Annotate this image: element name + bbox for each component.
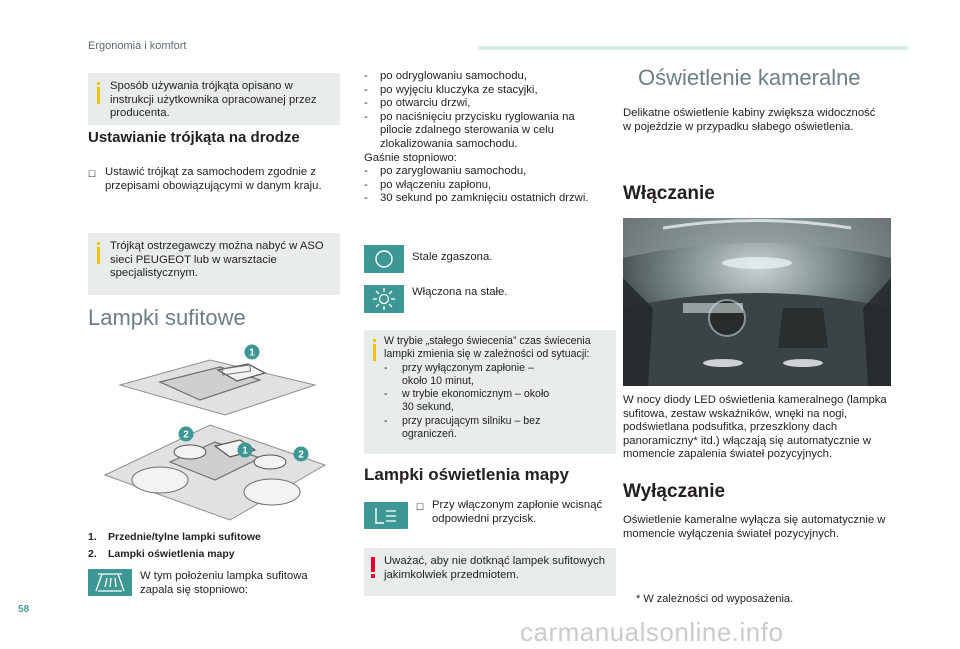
warning-text: Uważać, aby nie dotknąć lampek sufitowych jakimkolwiek przedmiotem. (384, 555, 606, 581)
info-intro: W trybie „stałego świecenia” czas świecenia lampki zmienia się w zależności od sytuacji: (384, 335, 591, 361)
door-mode-text: W tym położeniu lampka sufitowa zapala się stopniowo: (140, 570, 308, 596)
door-mode-icon (88, 569, 132, 596)
map-step (416, 499, 616, 526)
lamp-off-icon (364, 245, 404, 273)
info-box-triangle-purchase (88, 233, 340, 295)
list-item: - przy wyłączonym zapłonie – około 10 minut, (384, 361, 534, 387)
list-item: - po zaryglowaniu samochodu, (364, 165, 527, 178)
list-item: - po odryglowaniu samochodu, (364, 70, 527, 82)
cabin-ambient-photo (623, 218, 891, 386)
heading-switch-off: Wyłączanie (623, 481, 726, 502)
callout-2-left (179, 427, 194, 442)
on-mode-button (364, 285, 404, 313)
heading-ambient: Oświetlenie kameralne (638, 65, 861, 90)
triangle-step (88, 166, 340, 193)
heading-triangle: Ustawianie trójkąta na drodze (88, 129, 300, 146)
warning-box (364, 548, 616, 596)
on-mode-text: Włączona na stałe. (412, 286, 508, 298)
callout-2-right (294, 447, 309, 462)
map-step-text: Przy włączonym zapłonie wcisnąć odpowiedni przycisk. (432, 499, 603, 525)
legend-item: 1. Przednie/tylne lampki sufitowe (88, 531, 261, 543)
info-text: Sposób używania trójkąta opisano w instrukcji użytkownika opracowanej przez producenta. (110, 80, 317, 119)
switch-on-text: W nocy diody LED oświetlenia kameralnego (lampka sufitowa, zestaw wskaźników, wnęki na nogi, podświetlana podsufitka, przeszklony dach panoramiczny* itd.) włączają się automatycznie w momencie zapalenia świateł pozycyjnych. (623, 394, 887, 461)
callout-1-top (245, 345, 260, 360)
list-item: - w trybie ekonomicznym – około 30 sekund, (384, 388, 550, 414)
list-item: - przy pracującym silniku – bez ograniczeń. (384, 414, 541, 441)
ceiling-lamp-diagram (100, 340, 330, 525)
lamp-on-icon (364, 285, 404, 313)
heading-switch-on: Włączanie (623, 183, 715, 204)
list-item: - po włączeniu zapłonu, (364, 178, 492, 191)
legend-item: 2. Lampki oświetlenia mapy (88, 548, 235, 560)
callout-1-bottom (238, 443, 253, 458)
map-lamp-icon (364, 502, 408, 529)
info-text: Trójkąt ostrzegawczy można nabyć w ASO sieci PEUGEOT lub w warsztacie specjalistycznym. (110, 240, 324, 279)
front-lamp-illustration (120, 360, 315, 415)
triangle-step-text: Ustawić trójkąt za samochodem zgodnie z przepisami obowiązującymi w danym kraju. (105, 166, 322, 192)
list-item: - po naciśnięciu przycisku ryglowania na pilocie zdalnego sterowania w celu zlokalizowania samochodu. (364, 110, 575, 150)
legend (88, 529, 340, 563)
switch-off-text: Oświetlenie kameralne wyłącza się automatycznie w momencie wyłączenia świateł pozycyjnych. (623, 514, 886, 540)
page-number: 58 (18, 604, 30, 615)
heading-map-lamps: Lampki oświetlenia mapy (364, 465, 570, 484)
list-item: - po wyjęciu kluczyka ze stacyjki, (364, 83, 538, 96)
svg-text:2: 2 (298, 449, 304, 461)
svg-text:2: 2 (183, 429, 189, 441)
svg-text:1: 1 (242, 445, 248, 457)
lighting-conditions (364, 70, 616, 206)
section-header: Ergonomia i komfort (88, 40, 187, 52)
list-item: - 30 sekund po zamknięciu ostatnich drzwi. (364, 192, 589, 205)
fades-label: Gaśnie stopniowo: (364, 151, 457, 164)
header-rule (478, 46, 908, 50)
info-box-triangle-manual (88, 73, 340, 125)
footnote: * W zależności od wyposażenia. (636, 593, 794, 605)
list-item: - po otwarciu drzwi, (364, 97, 471, 110)
step-marker-icon: ☐ (88, 169, 97, 179)
svg-text:1: 1 (249, 347, 255, 359)
map-lamp-button (364, 502, 408, 529)
off-mode-text: Stale zgaszona. (412, 251, 493, 263)
heading-lamps: Lampki sufitowe (88, 305, 246, 330)
off-mode-button (364, 245, 404, 273)
ambient-intro: Delikatne oświetlenie kabiny zwiększa widoczność w pojeździe w przypadku słabego oświetlenia. (623, 107, 876, 133)
door-mode-button (88, 569, 132, 596)
info-box-permanent-mode (364, 330, 616, 454)
rear-lamp-illustration (105, 425, 325, 520)
watermark: carmanualsonline.info (520, 617, 784, 647)
step-marker-icon: ☐ (416, 502, 425, 512)
